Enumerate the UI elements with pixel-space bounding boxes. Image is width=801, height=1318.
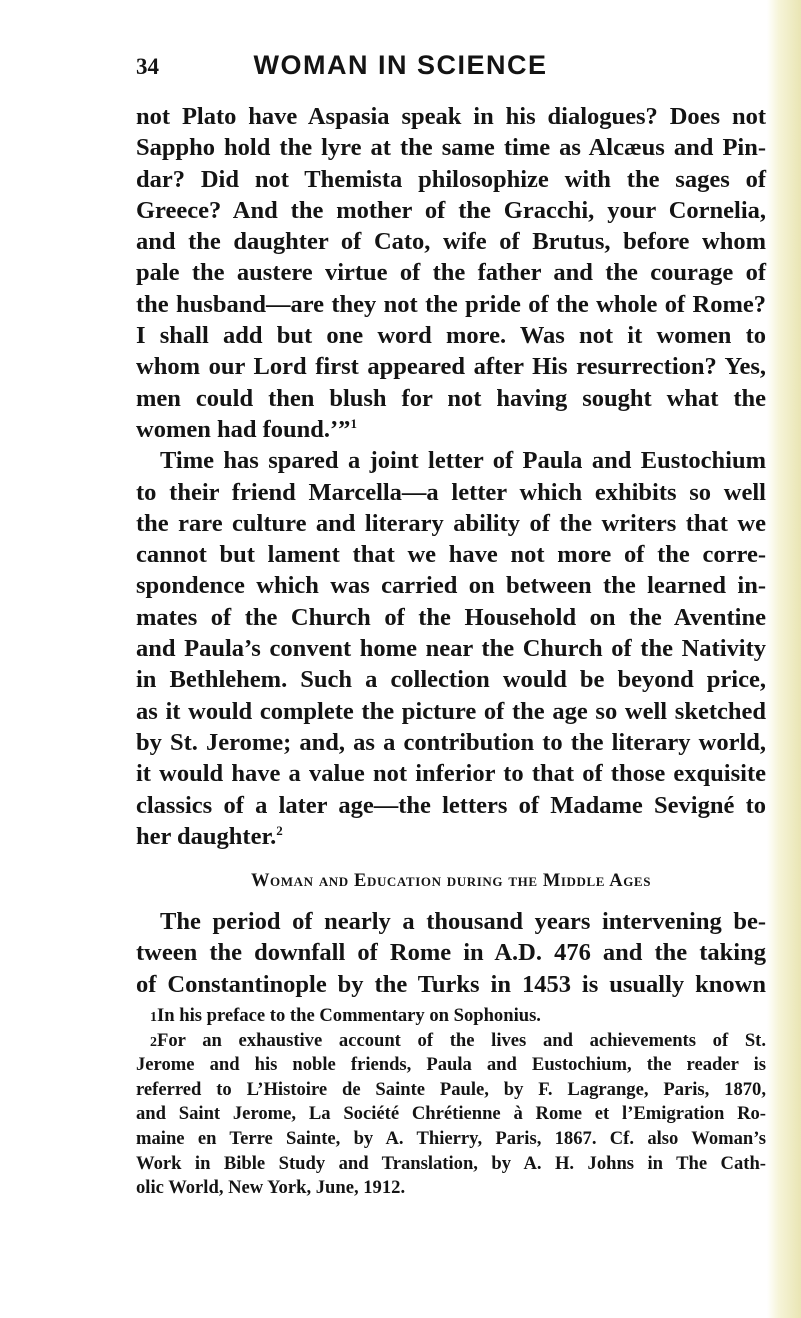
- text-line: I shall add but one word more. Was not it women to: [136, 322, 766, 350]
- footnote-2-line: referred to L’Histoire de Sainte Paule, by F. Lagrange, Paris, 1870,: [136, 1078, 766, 1100]
- text-line: mates of the Church of the Household on the Aventine: [136, 603, 766, 631]
- paragraph-3: [136, 906, 766, 1000]
- footnote-2-line: Work in Bible Study and Translation, by A. H. Johns in The Cath-: [136, 1152, 766, 1174]
- text-line: and Paula’s convent home near the Church of the Nativity: [136, 635, 766, 663]
- footnote-2-line: [136, 1029, 766, 1054]
- text-line: to their friend Marcella—a letter which exhibits so well: [136, 478, 766, 506]
- page-header: [0, 50, 801, 90]
- text-line: dar? Did not Themista philosophize with the sages of: [136, 165, 766, 193]
- text-line: tween the downfall of Rome in A.D. 476 and the taking: [136, 939, 766, 967]
- footnote-ref-2: 2: [276, 822, 283, 838]
- text-line: of Constantinople by the Turks in 1453 is usually known: [136, 970, 766, 998]
- text-line: not Plato have Aspasia speak in his dialogues? Does not: [136, 103, 766, 130]
- text-line: in Bethlehem. Such a collection would be beyond price,: [136, 666, 766, 694]
- text-line: and the daughter of Cato, wife of Brutus, before whom: [136, 228, 766, 256]
- footnote-2-line: and Saint Jerome, La Société Chrétienne à Rome et l’Emigration Ro-: [136, 1103, 766, 1125]
- footnotes: [136, 1004, 766, 1201]
- paragraph-2: [136, 445, 766, 852]
- text-line-content: women had found.’”: [136, 415, 351, 443]
- page-body: [136, 101, 766, 1201]
- text-line: Sappho hold the lyre at the same time as Alcæus and Pin-: [136, 134, 766, 162]
- footnote-2-line: maine en Terre Sainte, by A. Thierry, Paris, 1867. Cf. also Woman’s: [136, 1127, 766, 1149]
- section-heading: Woman and Education during the Middle Ages: [250, 871, 652, 892]
- text-line: pale the austere virtue of the father and the courage of: [136, 259, 766, 287]
- paragraph-1: [136, 101, 766, 445]
- footnote-2-line: Jerome and his noble friends, Paula and Eustochium, the reader is: [136, 1054, 766, 1076]
- footnote-text: For an exhaustive account of the lives and achievements of St.: [157, 1029, 766, 1051]
- text-line: [136, 414, 766, 445]
- page-edge-shading: [767, 0, 801, 1318]
- text-line: cannot but lament that we have not more of the corre-: [136, 541, 766, 569]
- footnote-1: [136, 1004, 766, 1029]
- text-line: Time has spared a joint letter of Paula and Eustochium: [160, 447, 766, 475]
- text-line: it would have a value not inferior to that of those exquisite: [136, 760, 766, 788]
- text-line: whom our Lord first appeared after His resurrection? Yes,: [136, 353, 766, 381]
- footnote-ref-1: 1: [350, 415, 357, 431]
- footnote-text: In his preface to the Commentary on Sophonius.: [157, 1005, 541, 1027]
- text-line: The period of nearly a thousand years intervening be-: [160, 908, 766, 936]
- page-number: 34: [136, 54, 159, 79]
- footnote-2-line: olic World, New York, June, 1912.: [136, 1177, 406, 1199]
- footnote-mark: 2: [150, 1034, 157, 1050]
- text-line: [136, 821, 766, 852]
- text-line: spondence which was carried on between the learned in-: [136, 572, 766, 600]
- text-line: the husband—are they not the pride of the whole of Rome?: [136, 290, 766, 318]
- text-line: as it would complete the picture of the age so well sketched: [136, 697, 766, 725]
- footnote-mark: 1: [150, 1010, 157, 1026]
- text-line: the rare culture and literary ability of the writers that we: [136, 509, 766, 537]
- text-line: Greece? And the mother of the Gracchi, your Cornelia,: [136, 196, 766, 224]
- text-line: classics of a later age—the letters of Madame Sevigné to: [136, 791, 766, 819]
- text-line: by St. Jerome; and, as a contribution to the literary world,: [136, 728, 766, 756]
- text-line-content: her daughter.: [136, 822, 277, 850]
- running-title: WOMAN IN SCIENCE: [253, 50, 548, 80]
- text-line: men could then blush for not having sought what the: [136, 384, 766, 412]
